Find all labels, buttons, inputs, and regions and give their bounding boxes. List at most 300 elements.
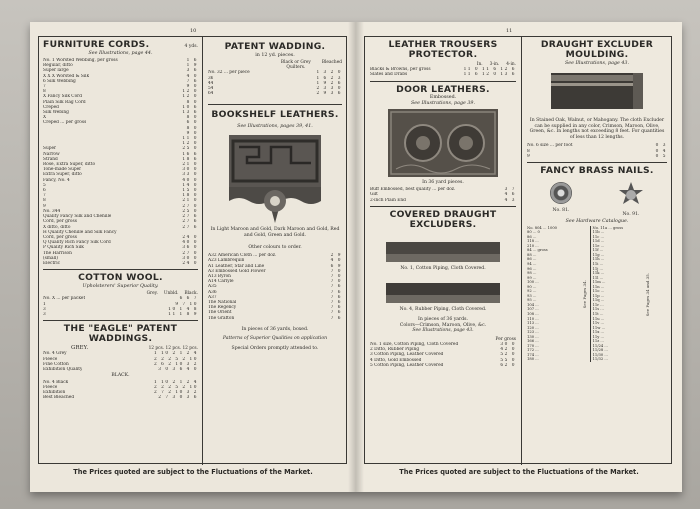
item-price: 16 6 [182,151,198,157]
item-name: Extra Super, ditto [43,172,82,178]
nail-entry: 11q ... [592,298,605,303]
price-list [43,351,198,372]
item-name: P Quality Rich Silk [43,245,84,251]
right-page-frame [364,36,672,464]
item-name: Cord, per gross [43,234,77,240]
divider [208,104,342,105]
price-row [43,395,198,400]
item-name: 3 [43,306,46,312]
item-price: 2 2 2 5 2 10 [154,356,198,362]
item-name: X Fancy Silk Cord [43,94,82,100]
item-name: 2-inch Plain End [370,197,406,203]
item-name: 5 Cotton Piping, Leather Covered [370,362,444,368]
item-name: Creped [43,104,59,110]
caption: No. 1, Cotton Piping, Cloth Covered. [400,265,486,271]
nail-entry: 11z ... [592,339,604,344]
item-name: 7 [43,84,46,90]
item-name: Exhibition Quality [43,366,83,372]
item-price: 0 3 [655,143,667,149]
column-header: 4-in. [506,62,516,67]
price-list [43,58,198,266]
brass-nail-81-icon [550,182,572,204]
item-price: 62 0 [500,362,516,368]
nail-entry: 93 ... [527,293,537,298]
item-price: 2 7 3 0 3 6 [158,395,198,401]
item-price: 3 0 3 6 4 0 [158,366,198,372]
item-price: 1 3 2 0 [316,70,342,76]
nail-entry: 11d ... [592,239,605,244]
item-name: 8 [43,198,46,204]
item-price: 27 6 [182,219,198,225]
group-label: GREY. [71,345,89,352]
item-name: A14 Carlyle [208,279,234,285]
item-price: 52 0 [500,352,516,358]
item-name: Silk Webing [43,110,69,116]
open-catalogue [30,22,682,492]
nail-entry: 110 ... [527,316,539,321]
nail-entry: 11/28 ... [592,348,608,353]
nail-entry: 11/32 ... [592,357,608,362]
item-name: Super [43,146,57,152]
item-name: 8 [527,148,530,154]
item-name: A37 [208,294,217,300]
nail-entry: 99 ... [527,275,537,280]
item-name: Fancy, No. 4 [43,177,70,183]
item-price: 42 0 [500,347,516,353]
nail-list [527,226,581,362]
price-row [43,261,198,266]
nail-entry: 108 ... [527,311,539,316]
item-name: 6 Silk Webbing [43,78,76,84]
item-price: 1 9 2 6 [316,80,342,86]
note: In pieces of 36 yards. [418,317,468,322]
left-page-frame [38,36,347,464]
item-price: 12 0 [182,141,198,147]
nail-entry: 11p ... [592,293,605,298]
section-title: COVERED DRAUGHT EXCLUDERS. [389,208,497,230]
item-name: Strand [43,156,58,162]
item-name: No. 344 [43,208,61,214]
item-price: 10 6 [182,104,198,110]
nail-entry: 95 ... [527,298,537,303]
page-footer: The Prices quoted are subject to the Fluctuations of the Market. [399,468,639,476]
item-price: 11 1 8 9 [168,311,198,317]
nail-entry: 11u ... [592,316,605,321]
column-header: Black or Grey Quilters. [280,60,311,71]
nail-entry: 11f ... [592,248,604,253]
item-name: 4 Ditto, Gold Embossed [370,357,422,363]
nail-entry: 210 ... [527,243,539,248]
note: In pieces of 36 yards, boxed. [241,326,309,332]
section-title: DRAUGHT EXCLUDER MOULDING. [540,39,654,60]
book-gutter [348,22,364,492]
section-title: PATENT WADDING. [224,41,326,52]
item-price: 1 9 [186,63,198,69]
nail-entry: 11r ... [592,302,604,307]
item-name: Fleece [43,384,58,390]
column-header: 12 pcs. [148,346,165,352]
nail-entry: 11m ... [592,280,606,285]
caption: In Stained Oak, Walnut, or Mahogany. The cloth Excluder can be supplied in any color, Crimson, Maroon, Olive, Green, &c. In lengths not exceeding 8 feet. For quantities of less than 12 lengths. [529,118,665,140]
nail-price-table [527,226,667,362]
item-name: X X X Worsted & Silk [43,73,90,79]
nail-entry: No. 11a ... gross [592,225,624,230]
price-list [208,253,342,321]
item-price: 2 9 [330,253,342,259]
item-price: 7 6 [330,305,342,311]
item-name: 64 [208,91,214,97]
item-name: 6 [43,188,46,194]
column-header: 3-in. [489,62,500,67]
item-name: 1 [43,301,46,307]
nail-entry: 11h ... [592,257,605,262]
item-price: 7 6 [330,310,342,316]
item-price: 2 7 2 10 3 2 [154,390,198,396]
cotton-piping-illustration [386,238,500,264]
item-price: 7 6 [186,78,198,84]
rubber-piping-illustration [386,279,500,305]
item-price: 11 6 12 0 13 6 [463,72,516,78]
nail-entry: 11/30 ... [592,352,608,357]
item-price: 11 0 [182,136,198,142]
column-headers [208,60,342,70]
nail-entry: 180 ... [527,357,539,362]
section-subtitle: in 12 yd. pieces. [255,53,295,58]
price-list [370,342,516,368]
item-name: A36 [208,289,217,295]
item-name: 9 [43,203,46,209]
item-name: No. 4 Black [43,379,69,385]
nail-entry: 123 ... [527,330,539,335]
item-price: 7 6 [330,284,342,290]
item-name: The Orient [208,310,232,316]
nail-entry: 80 ... 0 [527,230,540,235]
nail-entry: 90 ... [527,284,537,289]
item-name: A1 Leather, Star and Line [208,263,265,269]
section-title: FANCY BRASS NAILS. [540,164,654,176]
item-price: 11 0 11 6 12 6 [463,67,516,73]
item-name: A32 American Cloth ... per doz. [208,253,277,259]
nail-entry: 11j ... [592,266,604,271]
item-name: No. 6 size ... per foot [527,143,573,149]
caption: No. 4, Rubber Piping, Cloth Covered. [399,307,487,313]
unit-label: 4 yds. [184,44,198,49]
item-price: 0 5 [655,153,667,159]
column-header: Bleached [321,60,342,65]
item-name: X [43,115,47,121]
item-price: 9 0 [186,130,198,136]
price-row [527,154,667,159]
nail-entry: 11b ... [592,230,605,235]
item-name: Electric [43,260,61,266]
item-price: 40 0 [182,240,198,246]
item-name: Creped ... per gross [43,120,87,126]
nail-entry: 11t ... [592,311,604,316]
nail-entry: 118 ... [527,239,539,244]
item-name: No. 1 size, Cotton Piping, Cloth Covered [370,341,459,347]
item-name: (small) [43,255,58,261]
divider [370,206,516,207]
price-row [370,363,516,368]
item-name: A13 Byron [208,274,231,280]
note: Special Orders promptly attended to. [231,346,319,352]
section-title: LEATHER TROUSERS PROTECTOR. [388,39,498,60]
item-price: 21 0 [182,198,198,204]
section-title: BOOKSHELF LEATHERS. [211,109,339,121]
item-price: 18 6 [182,156,198,162]
section-subtitle: See Illustrations, page 43. [564,61,630,66]
item-price: 55 0 [500,357,516,363]
section-subtitle: Upholsterers' Superior Quality. [82,284,159,290]
price-list [43,380,198,401]
item-price: 30 0 [500,341,516,347]
nail-entry: 11x ... [592,330,605,335]
nail-entry: 11k ... [592,271,605,276]
nail-entry: 11v ... [592,321,605,326]
nail-entry: 130 ... [527,334,539,339]
nail-list [590,226,644,362]
item-price: 1 10 2 1 2 4 [154,351,198,357]
item-name: Slates and Drabs [370,72,408,78]
item-name: The National [208,300,237,306]
item-price: 14 0 [182,182,198,188]
item-price: 4 0 [330,258,342,264]
caption: In Light Maroon and Gold, Dark Maroon and Gold, Red and Gold, Green and Gold. [210,227,340,239]
item-name: Plain Silk Rag Cord [43,99,86,105]
price-list [370,187,516,203]
divider [43,269,198,270]
divider [43,320,198,321]
page-footer: The Prices quoted are subject to the Fluctuations of the Market. [73,468,313,476]
nail-entry: 104 ... [527,302,539,307]
item-name: Exhibition [43,390,66,396]
side-note: See Pages 34 and 35. [644,272,650,316]
item-name: No. 32 ... per piece [208,70,250,76]
item-price: 7 6 [330,289,342,295]
item-name: Narrow [43,151,60,157]
item-name: A35 [208,284,217,290]
nail-entry: 11i ... [592,261,604,266]
nail-entry: 120 ... [527,325,539,330]
nail-entry: 88 ... [527,252,537,257]
divider [370,81,516,82]
item-name: A3 Embossed Gold Flower [208,268,266,274]
section-subtitle: See Illustrations, pages 39, 41. [237,124,313,130]
item-name: Fine Cotton [43,361,69,367]
item-price: 13 6 [182,110,198,116]
section-subtitle: See Illustrations, page 39. [410,100,476,106]
item-name: Blacks & Browns, per gross [370,67,431,73]
item-name: Quality Fancy Silk and Chenille [43,214,112,220]
section-subtitle: See Hardware Catalogue. [565,218,629,224]
price-row [208,91,342,96]
side-note: See Pages 34. [582,279,587,308]
nail-entry: 11c ... [592,234,604,239]
item-price: 2 9 3 6 [316,91,342,97]
item-name: No. 1 Worsted Webbing, per gross [43,58,118,63]
item-price: 25 0 [182,146,198,152]
page-number: 10 [190,28,197,34]
nail-entry: 172 ... [527,348,539,353]
nail-entry: 100 ... [527,280,539,285]
item-name: 36 [208,75,214,81]
right-column-1 [365,37,521,465]
left-page [30,22,356,492]
item-name: A23 Lambrequin [208,258,245,264]
section-subtitle: Embossed. [429,94,457,100]
nail-entry: 11w ... [592,325,606,330]
price-list [43,296,198,317]
price-list [527,143,667,159]
item-price: 9 0 [186,84,198,90]
item-name: The Harrison [43,250,72,256]
item-name: 3 [43,311,46,317]
column-header: In. [476,62,483,67]
nail-entry: 11s ... [592,307,604,312]
price-row [370,72,516,77]
left-column-2 [202,37,346,465]
item-name: Tone-made Super [43,167,82,173]
nail-entry: 96 ... [527,266,537,271]
item-price: 6 9 [330,263,342,269]
bookshelf-leather-illustration [229,135,321,223]
item-price: 8 0 [186,115,198,121]
item-price: 0 4 [655,148,667,154]
nail-illustrations [527,182,667,218]
item-price: 27 0 [182,203,198,209]
item-name: 7 [43,193,46,199]
item-name: Super large [43,68,69,74]
note: Colors—Crimson, Maroon, Olive, &c. [399,322,487,328]
item-name: 2 Ditto, Rubber Piping [370,347,420,353]
nail-entry: 98 ... [527,271,537,276]
item-price: 6 6 7 [179,296,198,302]
nail-entry: 86 ... [527,257,537,262]
item-price: 40 0 [182,177,198,183]
item-price: 27 6 [182,214,198,220]
item-price: 8 0 [186,99,198,105]
item-price: 2 3 3 0 [316,86,342,92]
item-price: 27 0 [182,250,198,256]
door-leather-illustration [388,109,498,177]
nail-entry: 11e ... [592,243,605,248]
brass-nail-91-icon [618,182,644,208]
item-price: 12 0 [182,89,198,95]
item-name: Gilt [370,192,378,198]
item-name: X ditto, ditto [43,224,71,230]
item-name: Buff Embossed, best quality ... per doz. [370,187,456,193]
divider [527,162,667,163]
item-name: 3 Cotton Piping, Leather Covered [370,352,444,358]
section-title: THE "EAGLE" PATENT WADDINGS. [63,323,178,345]
nail-entry: 84 ... gross [527,248,548,253]
item-price: 7 0 [330,268,342,274]
price-row [208,316,342,321]
item-price: 36 0 [182,245,198,251]
item-price: 7 6 [330,315,342,321]
item-name: No. X ... per packet [43,296,86,302]
nail-entry: 94 ... [527,261,537,266]
item-price: 12 0 [182,94,198,100]
item-name: 5 [43,182,46,188]
column-header: 12 pcs. [165,346,182,352]
item-price: 1 6 [186,58,198,63]
column-header: Unbld. [163,291,179,297]
item-price: 21 0 [182,162,198,168]
price-row [43,367,198,372]
item-name: 8 [43,89,46,95]
item-name: H Quality Chenille and Silk Fancy [43,229,117,235]
item-name: 9 [527,153,530,159]
price-row [370,198,516,203]
item-name: 54 [208,86,214,92]
item-price: 33 0 [182,172,198,178]
section-title: FURNITURE CORDS. [43,39,150,50]
item-price: 25 0 [182,208,198,214]
column-header: Per gross [495,336,516,342]
nail-entry: 11g ... [592,252,605,257]
note: See Illustrations, page 43. [412,328,474,334]
nail-label: No. 91. [622,211,640,217]
section-title: COTTON WOOL. [78,272,163,284]
item-name: The Grafton [208,315,235,321]
section-title: DOOR LEATHERS. [396,83,490,95]
item-name: 44 [208,80,214,86]
moulding-illustration [551,71,643,113]
item-price: 7 6 [330,294,342,300]
column-header: Grey. [146,291,158,297]
item-name: Q Quality Rich Fancy Silk Cord [43,240,111,246]
nail-entry: 166 ... [527,339,539,344]
nail-entry: No. 804 ... 1000 [527,225,558,230]
nail-entry: 170 ... [527,343,539,348]
item-price: 2 6 2 10 3 2 [154,361,198,367]
item-price: 10 1 4 8 [168,306,198,312]
nail-entry: 11y ... [592,334,605,339]
item-price: 30 0 [182,167,198,173]
nail-entry: 11l ... [592,275,604,280]
item-price: 6 0 [186,120,198,126]
nail-entry: 174 ... [527,352,539,357]
section-subtitle: See Illustrations, page 44. [88,51,153,56]
item-price: 4 0 [186,73,198,79]
price-list [370,67,516,77]
nail-label: No. 81. [552,207,570,213]
item-price: 24 0 [182,260,198,266]
caption: Other colours to order. [248,244,302,250]
item-price: 2 2 2 5 2 10 [154,384,198,390]
item-name: Cord, per gross [43,219,77,225]
item-name: Best Bleached [43,395,75,401]
item-name: Regular, ditto [43,63,73,69]
item-price: 8 0 [186,125,198,131]
right-column-2 [521,37,671,465]
item-price: 3 7 [504,187,516,193]
item-price: 1 10 2 1 2 4 [154,379,198,385]
nail-entry: 113 ... [527,321,539,326]
item-price: 7 0 [330,274,342,280]
item-price: 24 0 [182,234,198,240]
nail-entry: 11o ... [592,289,605,294]
note: Patterns of Superior Qualities on application [222,336,328,342]
item-price: 1 6 2 3 [316,75,342,81]
item-name: Fleece [43,356,58,362]
column-header: 12 pcs. [182,346,198,352]
item-price: 7 0 [330,279,342,285]
nail-entry: 86 ... [527,234,537,239]
left-column-1 [39,37,202,465]
item-price: 3 6 [186,68,198,74]
